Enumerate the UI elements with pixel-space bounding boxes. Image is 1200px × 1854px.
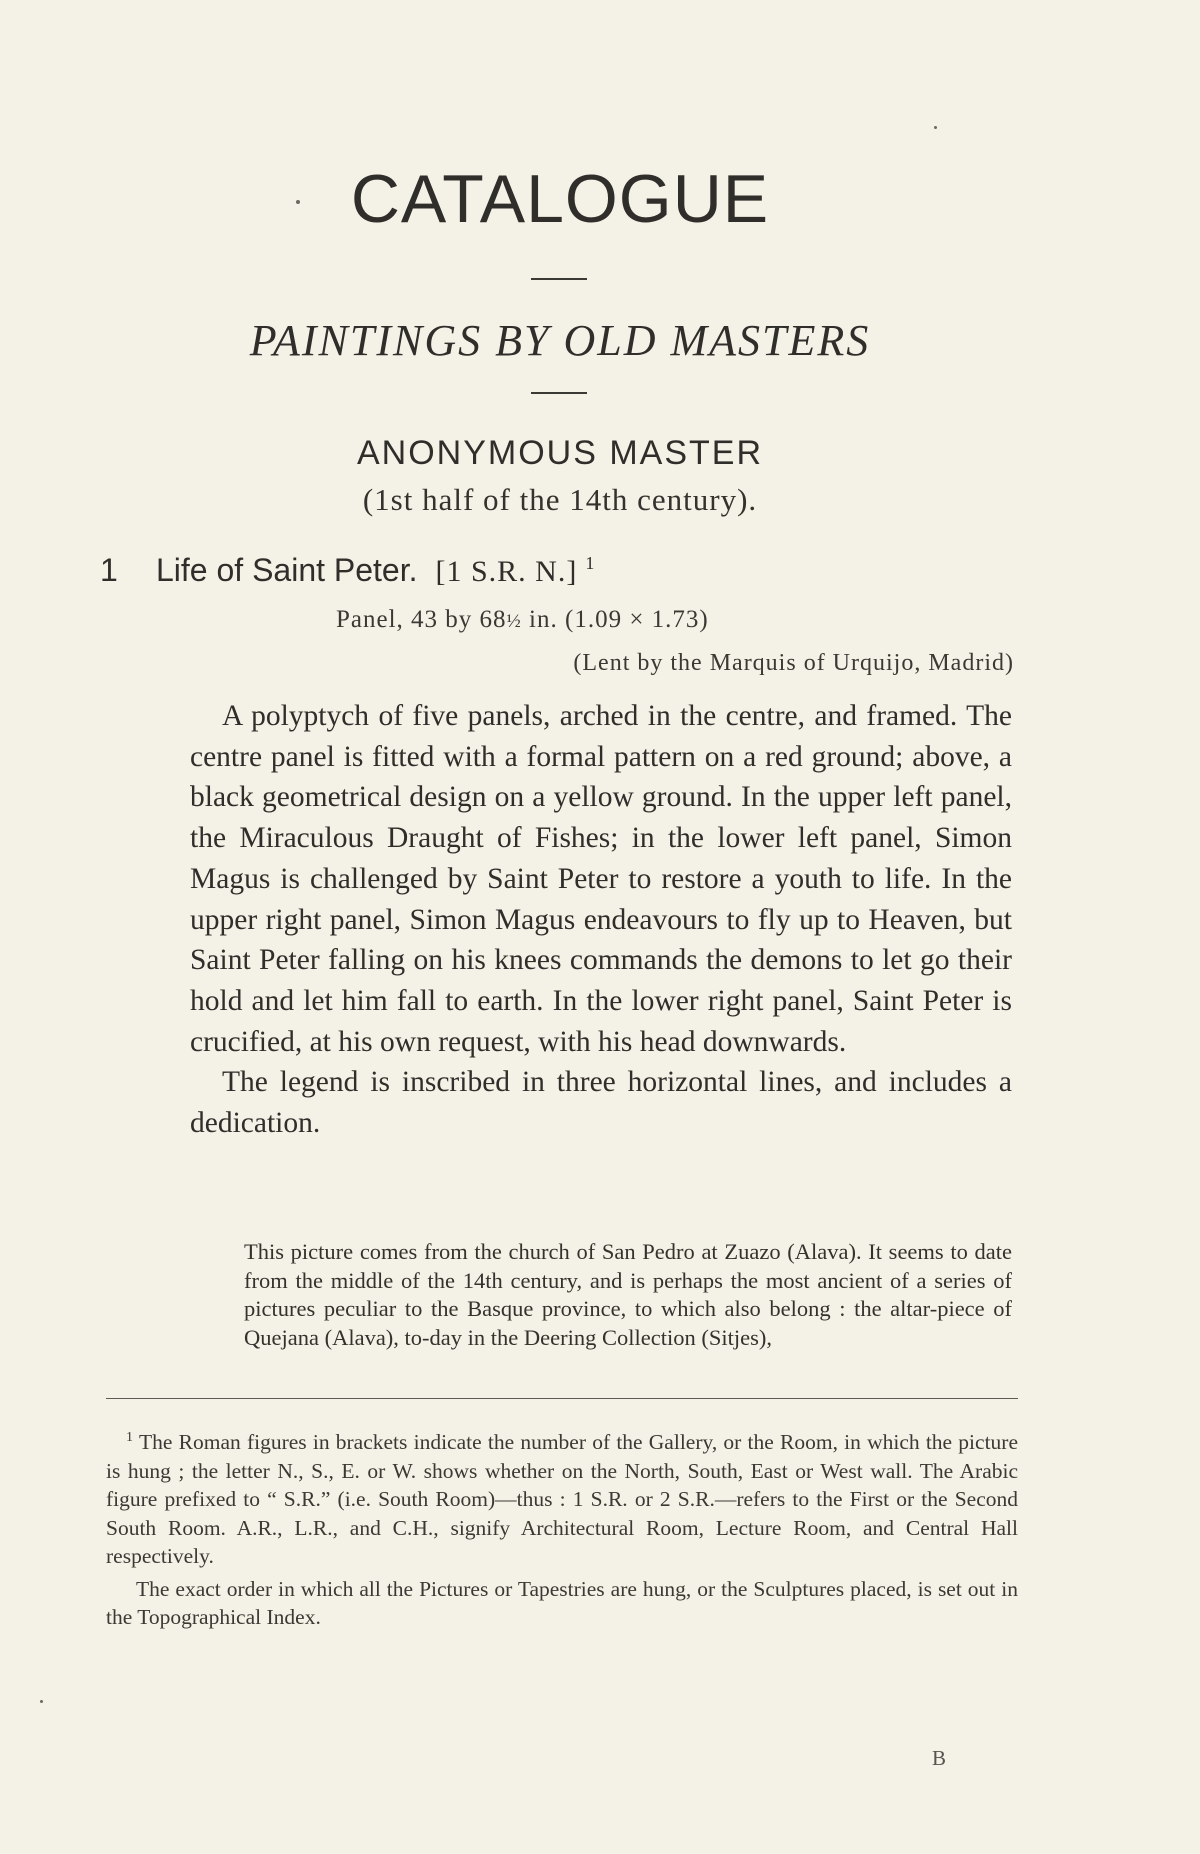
medium-text: Panel, 43 by 68 xyxy=(336,606,507,633)
entry-number: 1 xyxy=(100,552,118,588)
entry-location: [1 S.R. N.] xyxy=(435,555,578,588)
section-heading: PAINTINGS BY OLD MASTERS xyxy=(249,316,871,365)
artist-period: (1st half of the 14th century). xyxy=(362,482,758,517)
footnote-divider xyxy=(106,1398,1018,1399)
entry-description xyxy=(190,696,1012,1144)
paper-speck xyxy=(296,200,300,204)
footnotes xyxy=(106,1424,1018,1632)
catalogue-entry-heading xyxy=(100,552,594,589)
paper-speck xyxy=(40,1700,43,1703)
footnote-mark: 1 xyxy=(126,1430,133,1445)
page-title: CATALOGUE xyxy=(350,161,770,237)
provenance-note xyxy=(244,1238,1012,1352)
title-divider xyxy=(531,278,587,280)
footnote-first-text: The Roman figures in brackets indicate the number of the Gallery, or the Room, in which the picture is hung ; the letter N., S., E. or W. shows whether on the North, South, East or West wall. The Arabic figure prefixed to “ S.R.” (i.e. South Room)—thus : 1 S.R. or 2 S.R.—refers to the First or the Second South Room. A.R., L.R., and C.H., signify Architectural Room, Lecture Room, and Central Hall respectively. xyxy=(106,1430,1018,1569)
footnote-first xyxy=(106,1424,1018,1571)
medium-dimensions: in. (1.09 × 1.73) xyxy=(521,606,709,633)
entry-lender: (Lent by the Marquis of Urquijo, Madrid) xyxy=(573,650,1014,676)
footnote-reference: 1 xyxy=(585,553,595,574)
artist-name: ANONYMOUS MASTER xyxy=(356,434,764,472)
description-paragraph: The legend is inscribed in three horizontal lines, and includes a dedication. xyxy=(190,1066,1012,1140)
section-divider xyxy=(531,392,587,394)
entry-medium xyxy=(336,606,709,634)
entry-title: Life of Saint Peter. xyxy=(156,552,418,588)
paper-speck xyxy=(934,126,937,129)
footnote-second: The exact order in which all the Pictures or Tapestries are hung, or the Sculptures placed, is set out in the Topographical Index. xyxy=(106,1576,1018,1630)
medium-fraction: ½ xyxy=(506,611,522,632)
description-paragraph: A polyptych of five panels, arched in the centre, and framed. The centre panel is fitted with a formal pattern on a red ground; above, a black geometrical design on a yellow ground. In the upper left panel, the Miraculous Draught of Fishes; in the lower left panel, Simon Magus is challenged by Saint Peter to restore a youth to life. In the upper right panel, Simon Magus endeavours to fly up to Heaven, but Saint Peter falling on his knees commands the demons to let go their hold and let him fall to earth. In the lower right panel, Saint Peter is crucified, at his own request, with his head downwards. xyxy=(190,700,1012,1058)
signature-mark: B xyxy=(932,1746,947,1770)
note-text: This picture comes from the church of San Pedro at Zuazo (Alava). It seems to date from the middle of the 14th century, and is perhaps the most ancient of a series of pictures peculiar to the Basque province, to which also belong : the altar-piece of Quejana (Alava), to-day in the Deering Collection (Sitjes), xyxy=(244,1239,1012,1350)
